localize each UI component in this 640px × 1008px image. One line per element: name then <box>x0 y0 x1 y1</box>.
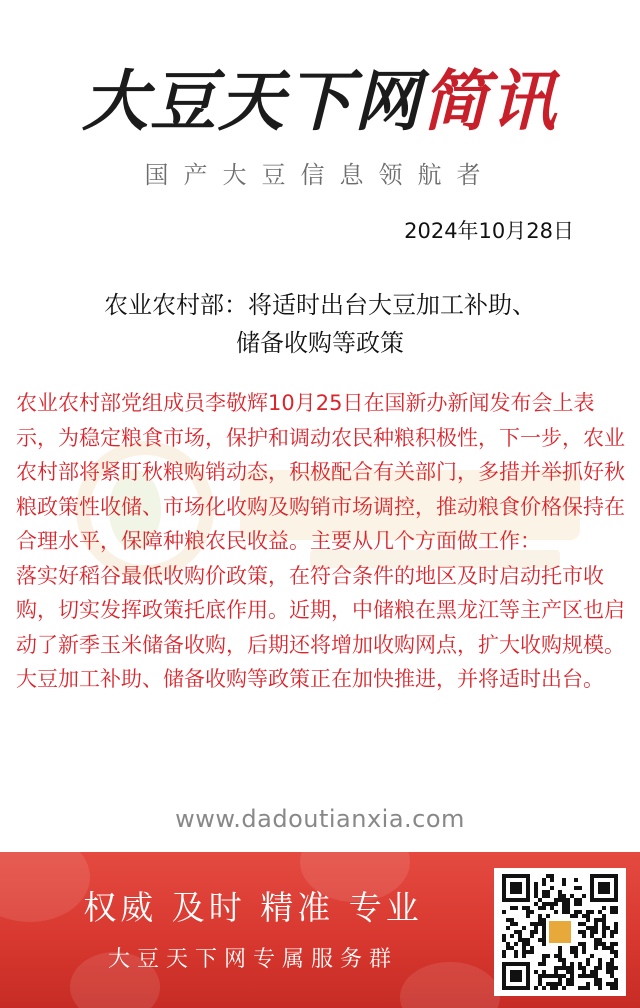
brand-logo <box>0 62 640 142</box>
qr-code[interactable] <box>494 868 626 996</box>
footer-group-name: 大豆天下网专属服务群 <box>107 947 398 972</box>
publish-date: 2024年10月28日 <box>404 219 574 243</box>
title-line-2: 储备收购等政策 <box>236 329 404 357</box>
qr-code-pattern <box>498 872 622 992</box>
footer-banner <box>0 852 640 1008</box>
footer-slogan: 权威 及时 精准 专业 <box>83 888 423 927</box>
article-paragraph-1: 农业农村部党组成员李敬辉10月25日在国新办新闻发布会上表示，为稳定粮食市场，保护和调动农民种粮积极性，下一步，农业农村部将紧盯秋粮购销动态，积极配合有关部门，多措并举抓好秋粮政策性收储、市场化收购及购销市场调控，推动粮食价格保持在合理水平，保障种粮农民收益。主要从几个方面做工作： <box>16 391 625 553</box>
brand-suffix: 简讯 <box>422 63 558 140</box>
article-body <box>16 386 628 697</box>
tagline: 国产大豆信息领航者 <box>144 161 496 189</box>
article-title <box>20 286 620 362</box>
brand-name: 大豆天下网 <box>82 63 422 140</box>
title-line-1: 农业农村部：将适时出台大豆加工补助、 <box>104 291 536 319</box>
article-paragraph-2: 落实好稻谷最低收购价政策，在符合条件的地区及时启动托市收购，切实发挥政策托底作用。近期，中储粮在黑龙江等主产区也启动了新季玉米储备收购，后期还将增加收购网点，扩大收购规模。大豆加工补助、储备收购等政策正在加快推进，并将适时出台。 <box>16 563 625 691</box>
website-url[interactable]: www.dadoutianxia.com <box>175 805 465 833</box>
